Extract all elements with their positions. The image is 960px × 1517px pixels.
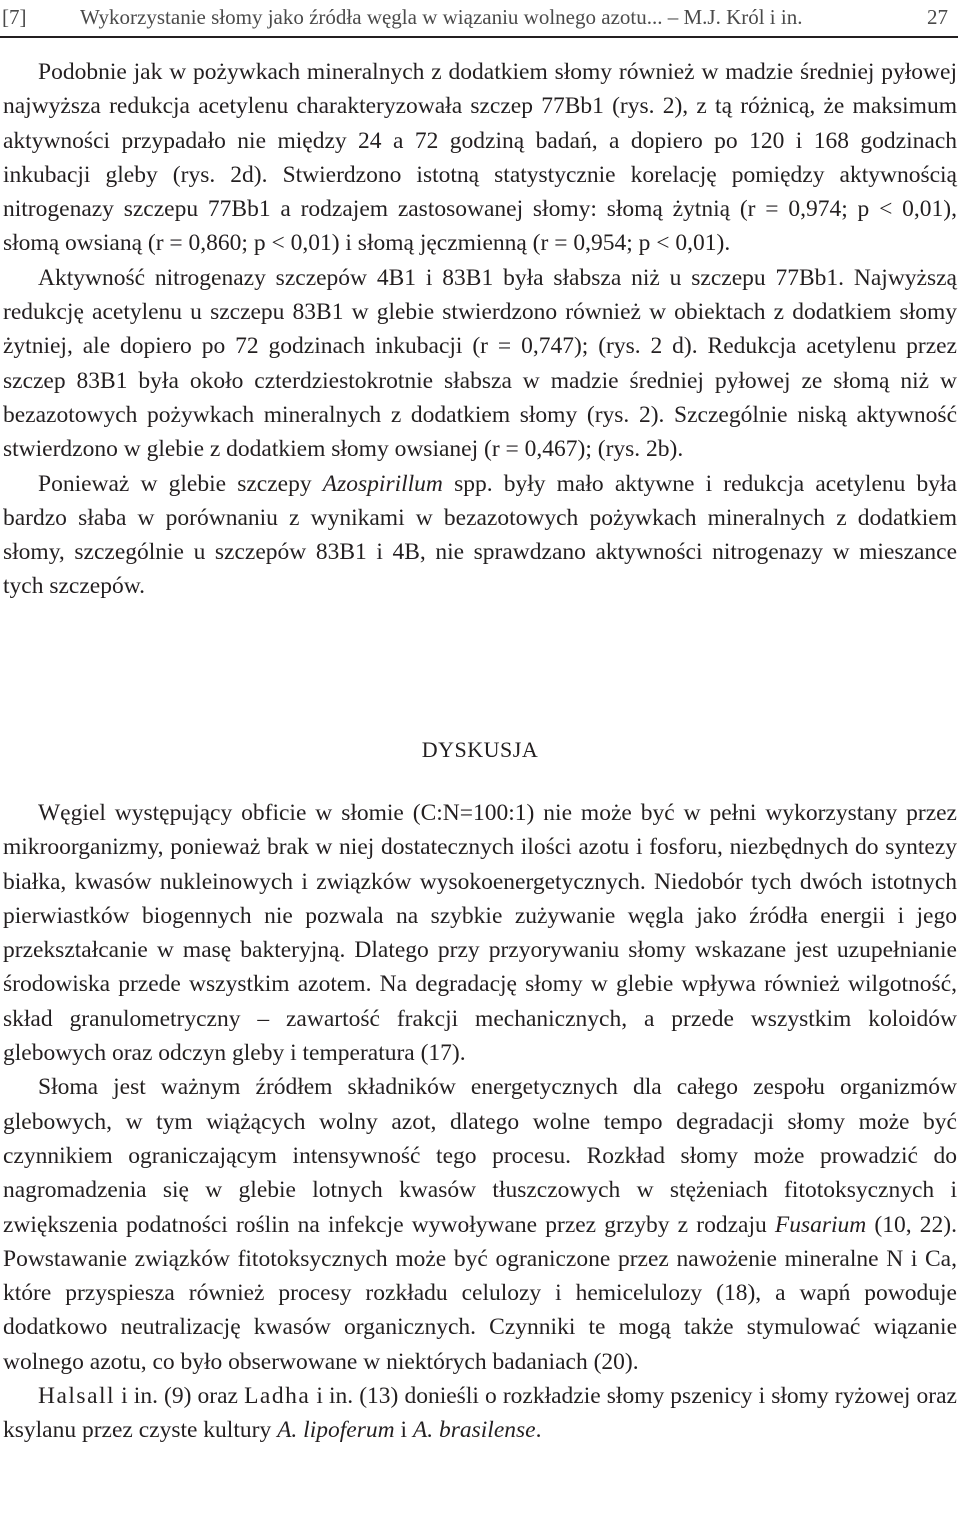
discussion-paragraph-1: Węgiel występujący obficie w słomie (C:N=100:1) nie może być w pełni wykorzystany przez mikroorganizmy, ponieważ brak w niej dostatecznych ilości azotu i fosforu, niezbędnych do syntezy białka, kwasów nukleinowych i związków wysokoenergetycznych. Niedobór tych dwóch istotnych pierwiastków biogennych nie pozwala na szybkie zużywanie węgla jako źródła energii i jego przekształcanie w masę bakteryjną. Dlatego przy przyorywaniu słomy wskazane jest uzupełnianie środowiska przede wszystkim azotem. Na degradację słomy w glebie wpływa również wilgotność, skład granulometryczny – zawartość frakcji mechanicznych, a przede wszystkim koloidów glebowych oraz odczyn gleby i temperatura (17). — [3, 800, 957, 1067]
author-name: Ladha — [244, 1383, 311, 1410]
results-paragraph-1: Podobnie jak w pożywkach mineralnych z dodatkiem słomy również w madzie średniej pyłowej najwyższa redukcja acetylenu charakteryzowała szczep 77Bb1 (rys. 2), z tą różnicą, że maksimum aktywności przypadało nie między 24 a 72 godziną badań, a dopiero po 120 i 168 godzinach inkubacji gleby (rys. 2d). Stwierdzono istotną statystycznie korelację pomiędzy aktywnością nitrogenazy szczepu 77Bb1 a rodzajem zastosowanej słomy: słomą żytnią (r = 0,974; p < 0,01), słomą owsianą (r = 0,860; p < 0,01) i słomą jęczmienną (r = 0,954; p < 0,01). — [3, 59, 957, 257]
discussion-paragraph-3 — [3, 1379, 957, 1448]
text-run: . — [535, 1417, 542, 1444]
header-rule — [0, 36, 958, 38]
author-name: Halsall — [38, 1383, 116, 1410]
text-run: spp. były mało aktywne i redukcja acetylenu była bardzo słaba w porównaniu z wynikami w bezazotowych pożywkach mineralnych z dodatkiem słomy, szczególnie u szczepów 83B1 i 4B, nie sprawdzano aktywności nitrogenazy w mieszance tych szczepów. — [3, 470, 957, 600]
running-title: Wykorzystanie słomy jako źródła węgla w wiązaniu wolnego azotu... – M.J. Król i in. — [80, 5, 803, 29]
text-run: i in. (13) donieśli o rozkładzie słomy pszenicy i słomy ryżowej oraz ksylanu przez czyste kultury — [3, 1383, 957, 1444]
text-run: i — [394, 1417, 413, 1444]
results-section — [3, 55, 957, 604]
running-header — [0, 4, 960, 34]
text-run: Słoma jest ważnym źródłem składników energetycznych dla całego zespołu organizmów glebowych, w tym wiążących wolny azot, dlatego wolne tempo degradacji słomy może być czynnikiem ograniczającym intensywność tego procesu. Rozkład słomy może prowadzić do nagromadzenia się w glebie lotnych kwasów tłuszczowych w stężeniach fitotoksycznych i zwiększenia podatności roślin na infekcje wywoływane przez grzyby z rodzaju — [3, 1074, 957, 1238]
page-number: 27 — [927, 5, 948, 29]
species-name: A. lipoferum — [277, 1417, 395, 1444]
text-run: (10, 22). Powstawanie związków fitotoksycznych może być ograniczone przez nawożenie mineralne N i Ca, które przyspiesza również procesy rozkładu celulozy i hemicelulozy (18), a wapń powoduje dodatkowo neutralizację kwasów organicznych. Czynniki te mogą także stymulować wiązanie wolnego azotu, co było obserwowane w niektórych badaniach (20). — [3, 1211, 957, 1375]
discussion-paragraph-2 — [3, 1070, 957, 1379]
text-run: Ponieważ w glebie szczepy — [38, 470, 323, 497]
reference-number: [7] — [2, 5, 27, 29]
discussion-section — [3, 796, 957, 1448]
genus-name: Fusarium — [774, 1211, 867, 1238]
species-name: A. brasilense — [412, 1417, 536, 1444]
results-paragraph-2: Aktywność nitrogenazy szczepów 4B1 i 83B1 była słabsza niż u szczepu 77Bb1. Najwyższą redukcję acetylenu u szczepu 83B1 w glebie stwierdzono również w obiektach z dodatkiem słomy żytniej, ale dopiero po 72 godzinach inkubacji (r = 0,747); (rys. 2 d). Redukcja acetylenu przez szczep 83B1 była około czterdziestokrotnie słabsza w madzie średniej pyłowej ze słomą niż w bezazotowych pożywkach mineralnych z dodatkiem słomy (rys. 2). Szczególnie niską aktywność stwierdzono w glebie z dodatkiem słomy owsianej (r = 0,467); (rys. 2b). — [3, 264, 957, 463]
section-heading: DYSKUSJA — [421, 737, 539, 762]
text-run: i in. (9) oraz — [115, 1383, 245, 1410]
genus-name: Azospirillum — [322, 470, 443, 497]
results-paragraph-3 — [3, 467, 957, 604]
